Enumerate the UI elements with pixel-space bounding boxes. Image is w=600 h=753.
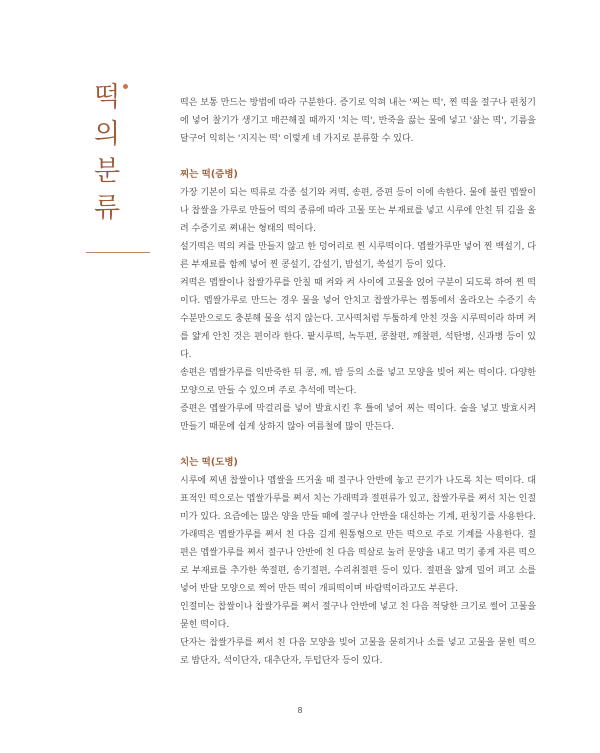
body-text [180, 94, 536, 670]
section-heading: 찌는 떡(증병) [180, 169, 238, 180]
paragraph: 설기떡은 떡의 켜를 만들지 않고 한 덩어리로 찐 시루떡이다. 멥쌀가루만 넣어 찐 백설기, 다른 부재료를 함께 넣어 찐 콩설기, 감설기, 밤설기, 쑥설기 등이 있다. [180, 242, 536, 270]
paragraph: 가장 기본이 되는 떡류로 각종 설기와 켜떡, 송편, 증편 등이 이에 속한다. 물에 불린 멥쌀이나 찹쌀을 가루로 만들어 떡의 종류에 따라 고물 또는 부재료를 넣고 시루에 안친 뒤 김을 올려 수증기로 쪄내는 형태의 떡이다. [180, 188, 536, 234]
section-steamed-tteok [180, 166, 536, 436]
section-heading: 치는 떡(도병) [180, 457, 238, 468]
title-dot [123, 84, 128, 89]
title-char: 의 [94, 119, 121, 150]
paragraph: 시루에 찌낸 찹쌀이나 멥쌀을 뜨거울 때 절구나 안반에 놓고 끈기가 나도록 치는 떡이다. 대표적인 떡으로는 멥쌀가루를 쪄서 치는 가래떡과 절편류가 있고, 찹쌀가루를 쪄서 치는 인절미가 있다. 요즘에는 많은 양을 만들 때에 절구나 안반을 대신하는 기계, 펀칭기를 사용한다. [180, 476, 537, 522]
section-pounded-tteok [180, 454, 536, 670]
paragraph: 단자는 찹쌀가루를 쪄서 친 다음 모양을 빚어 고물을 묻히거나 소를 넣고 고물을 묻힌 떡으로 밤단자, 석이단자, 대추단자, 두텁단자 등이 있다. [180, 638, 536, 666]
title-char: 떡 [94, 82, 121, 113]
chapter-title [94, 84, 134, 232]
paragraph: 켜떡은 멥쌀이나 찹쌀가루를 안칠 때 켜와 켜 사이에 고물을 얹어 구분이 되도록 하여 찐 떡이다. 멥쌀가루로 만드는 경우 물을 넣어 안치고 찹쌀가루는 찜통에서 올라오는 수증기 속 수분만으로도 충분해 물을 섞지 않는다. 고사떡처럼 두툼하게 안친 것을 시루떡이라 하며 켜를 얇게 안친 것은 편이라 한다. 팥시루떡, 녹두편, 콩찰편, 깨찰편, 석탄병, 신과병 등이 있다. [180, 278, 537, 360]
paragraph: 증편은 멥쌀가루에 막걸리를 넣어 발효시킨 후 틀에 넣어 찌는 떡이다. 술을 넣고 발효시켜 만들기 때문에 쉽게 상하지 않아 여름철에 많이 만든다. [180, 404, 536, 432]
title-char: 분 [94, 156, 121, 187]
title-char: 류 [94, 193, 121, 224]
title-divider [86, 252, 150, 253]
paragraph: 송편은 멥쌀가루를 익반죽한 뒤 콩, 깨, 밤 등의 소를 넣고 모양을 빚어 찌는 떡이다. 다양한 모양으로 만들 수 있으며 주로 추석에 먹는다. [180, 368, 536, 396]
paragraph: 가래떡은 멥쌀가루를 쪄서 친 다음 길게 원통형으로 만든 떡으로 주로 기계를 사용한다. 절편은 멥쌀가루를 쪄서 절구나 안반에 친 다음 떡살로 눌러 문양을 내고 먹기 좋게 자른 떡으로 부재료를 추가한 쑥절편, 송기절편, 수리취절편 등이 있다. 절편을 얇게 밀어 펴고 소를 넣어 반달 모양으로 찍어 만든 떡이 개피떡이며 바람떡이라고도 부른다. [180, 530, 536, 594]
intro-paragraph: 떡은 보통 만드는 방법에 따라 구분한다. 증기로 익혀 내는 '찌는 떡', 찐 떡을 절구나 펀칭기에 넣어 찰기가 생기고 매끈해질 때까지 '치는 떡', 반죽을 끓는 물에 넣고 '삶는 떡', 기름을 달구어 익히는 '지지는 떡' 이렇게 네 가지로 분류할 수 있다. [180, 98, 536, 144]
page-number: 8 [297, 706, 303, 715]
paragraph: 인절미는 찹쌀이나 찹쌀가루를 쪄서 절구나 안반에 넣고 친 다음 적당한 크기로 썰어 고물을 묻힌 떡이다. [180, 602, 537, 630]
